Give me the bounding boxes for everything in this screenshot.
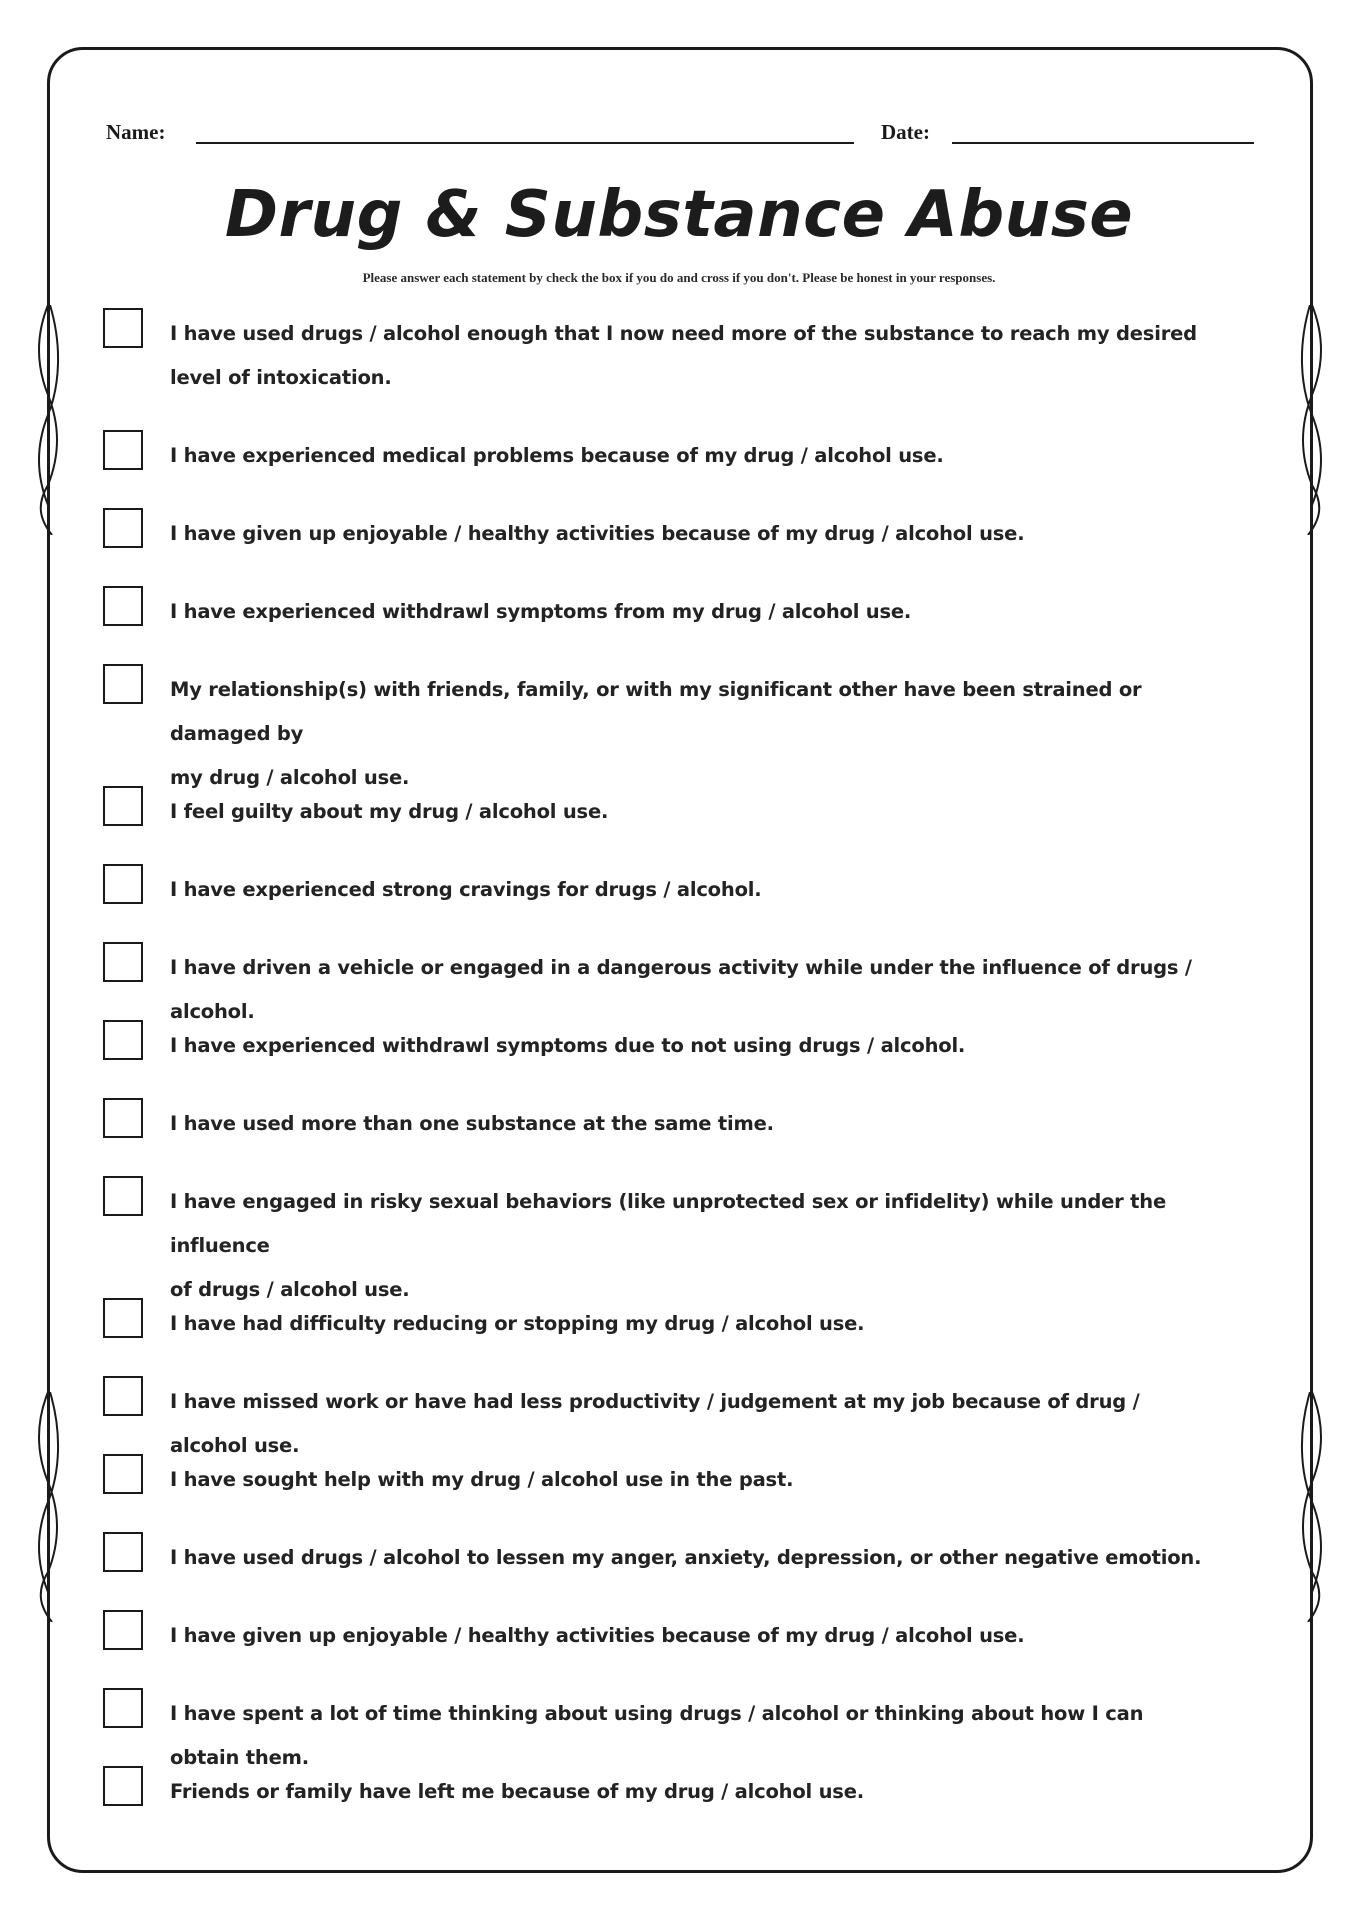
statement-text xyxy=(170,1102,1210,1146)
statement-text xyxy=(170,1024,1210,1068)
statement-line: I have had difficulty reducing or stopping my drug / alcohol use. xyxy=(170,1312,865,1335)
statement-checkbox[interactable] xyxy=(103,1688,143,1728)
statement-text xyxy=(170,668,1210,800)
statement-line: I have experienced withdrawl symptoms from my drug / alcohol use. xyxy=(170,600,912,623)
statement-line: I have experienced withdrawl symptoms due to not using drugs / alcohol. xyxy=(170,1034,966,1057)
statement-text xyxy=(170,1692,1210,1780)
statement-line: I feel guilty about my drug / alcohol use. xyxy=(170,800,609,823)
statement-text xyxy=(170,312,1210,400)
statement-line: I have experienced medical problems because of my drug / alcohol use. xyxy=(170,444,944,467)
statement-line: I have given up enjoyable / healthy activities because of my drug / alcohol use. xyxy=(170,522,1025,545)
date-label: Date: xyxy=(881,120,930,144)
statement-text xyxy=(170,1302,1210,1346)
statement-line: My relationship(s) with friends, family, or with my significant other have been strained or damaged by xyxy=(170,678,1142,745)
statement-checkbox[interactable] xyxy=(103,1176,143,1216)
statement-checkbox[interactable] xyxy=(103,786,143,826)
left-binding-decoration-bottom xyxy=(36,1392,60,1622)
statement-line: I have engaged in risky sexual behaviors (like unprotected sex or infidelity) while under the influence xyxy=(170,1190,1167,1257)
statement-text xyxy=(170,1458,1210,1502)
statement-text xyxy=(170,790,1210,834)
statement-line: I have used drugs / alcohol enough that I now need more of the substance to reach my desired xyxy=(170,322,1197,345)
statement-checkbox[interactable] xyxy=(103,1020,143,1060)
statement-text xyxy=(170,1770,1210,1814)
statement-text xyxy=(170,1536,1210,1580)
page-title: Drug & Substance Abuse xyxy=(224,178,1134,252)
statement-line: of drugs / alcohol use. xyxy=(170,1278,410,1301)
name-field[interactable] xyxy=(196,142,854,144)
statement-line: my drug / alcohol use. xyxy=(170,766,410,789)
right-binding-decoration-bottom xyxy=(1300,1392,1324,1622)
statement-checkbox[interactable] xyxy=(103,664,143,704)
statement-checkbox[interactable] xyxy=(103,308,143,348)
statement-checkbox[interactable] xyxy=(103,942,143,982)
statement-checkbox[interactable] xyxy=(103,864,143,904)
statement-checkbox[interactable] xyxy=(103,508,143,548)
statement-text xyxy=(170,1614,1210,1658)
statement-line: I have experienced strong cravings for drugs / alcohol. xyxy=(170,878,762,901)
right-binding-decoration-top xyxy=(1300,305,1324,535)
statement-text xyxy=(170,1180,1210,1312)
statement-text xyxy=(170,868,1210,912)
statement-line: I have missed work or have had less productivity / judgement at my job because of drug / alcohol use. xyxy=(170,1390,1140,1457)
statement-line: I have spent a lot of time thinking about using drugs / alcohol or thinking about how I can obtain them. xyxy=(170,1702,1144,1769)
statement-text xyxy=(170,946,1210,1034)
instructions: Please answer each statement by check the box if you do and cross if you don't. Please be honest in your responses. xyxy=(362,270,996,285)
statement-line: I have given up enjoyable / healthy activities because of my drug / alcohol use. xyxy=(170,1624,1025,1647)
statement-checkbox[interactable] xyxy=(103,1454,143,1494)
statement-checkbox[interactable] xyxy=(103,1376,143,1416)
statement-line: I have used drugs / alcohol to lessen my anger, anxiety, depression, or other negative emotion. xyxy=(170,1546,1202,1569)
statement-text xyxy=(170,1380,1210,1468)
statement-text xyxy=(170,434,1210,478)
left-binding-decoration-top xyxy=(36,305,60,535)
date-field[interactable] xyxy=(952,142,1254,144)
statement-checkbox[interactable] xyxy=(103,1098,143,1138)
statement-line: level of intoxication. xyxy=(170,366,392,389)
header-row xyxy=(106,118,1254,154)
statement-checkbox[interactable] xyxy=(103,1298,143,1338)
statement-checkbox[interactable] xyxy=(103,1766,143,1806)
statement-text xyxy=(170,512,1210,556)
statement-checkbox[interactable] xyxy=(103,1532,143,1572)
statement-line: Friends or family have left me because of my drug / alcohol use. xyxy=(170,1780,864,1803)
statement-line: I have used more than one substance at the same time. xyxy=(170,1112,774,1135)
statement-checkbox[interactable] xyxy=(103,430,143,470)
statement-checkbox[interactable] xyxy=(103,1610,143,1650)
statement-checkbox[interactable] xyxy=(103,586,143,626)
name-label: Name: xyxy=(106,120,166,144)
statement-text xyxy=(170,590,1210,634)
statement-line: I have driven a vehicle or engaged in a dangerous activity while under the influence of drugs / alcohol. xyxy=(170,956,1192,1023)
statement-line: I have sought help with my drug / alcohol use in the past. xyxy=(170,1468,794,1491)
